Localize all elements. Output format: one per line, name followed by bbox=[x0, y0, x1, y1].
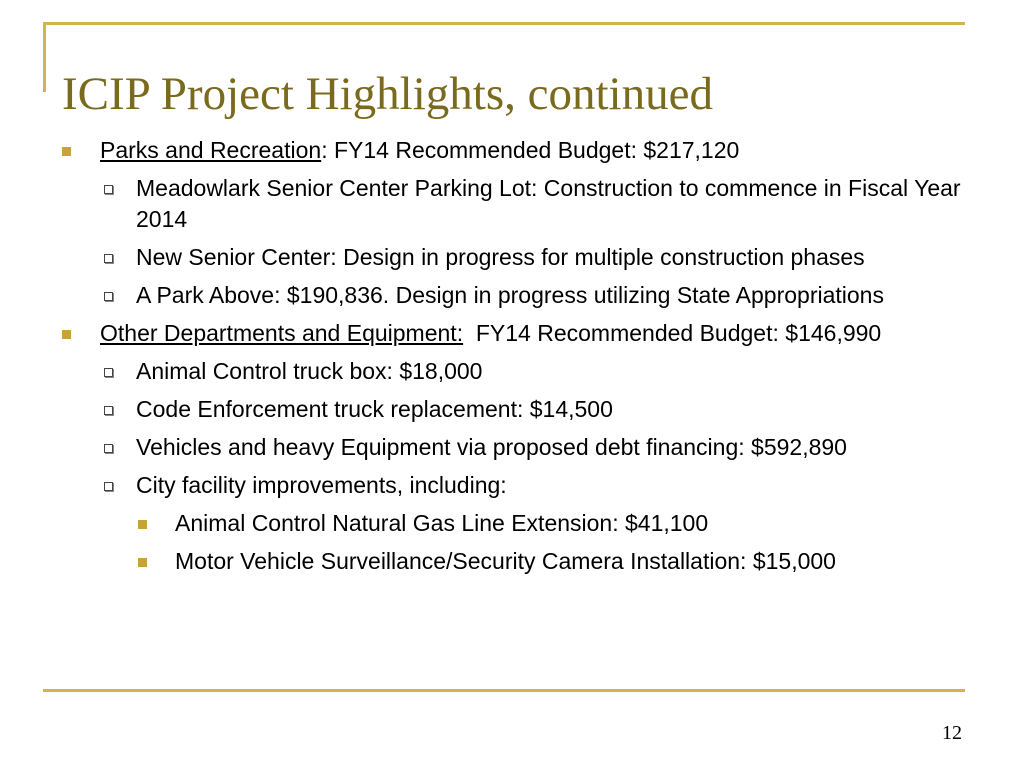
box-bullet-icon bbox=[104, 368, 113, 377]
box-bullet-icon bbox=[104, 254, 113, 263]
slide-title: ICIP Project Highlights, continued bbox=[62, 68, 713, 120]
box-bullet-icon bbox=[104, 292, 113, 301]
sub-list-item-text: Motor Vehicle Surveillance/Security Camera Installation: $15,000 bbox=[175, 548, 836, 574]
list-item-text: New Senior Center: Design in progress for multiple construction phases bbox=[136, 244, 865, 270]
square-bullet-icon bbox=[138, 520, 147, 529]
section-parks bbox=[62, 135, 962, 166]
square-bullet-icon bbox=[138, 558, 147, 567]
section-heading: Parks and Recreation bbox=[100, 137, 322, 163]
list-item bbox=[62, 173, 962, 235]
list-item bbox=[62, 394, 962, 425]
box-bullet-icon bbox=[104, 185, 113, 194]
list-item bbox=[62, 280, 962, 311]
list-item bbox=[62, 470, 962, 501]
list-item bbox=[62, 356, 962, 387]
box-bullet-icon bbox=[104, 444, 113, 453]
frame-top-line bbox=[43, 22, 965, 25]
frame-left-line bbox=[43, 22, 46, 92]
list-item-text: Code Enforcement truck replacement: $14,500 bbox=[136, 396, 613, 422]
sub-list-item bbox=[62, 508, 962, 539]
list-item-text: Meadowlark Senior Center Parking Lot: Construction to commence in Fiscal Year 2014 bbox=[136, 175, 961, 232]
square-bullet-icon bbox=[62, 330, 71, 339]
box-bullet-icon bbox=[104, 406, 113, 415]
section-heading-rest: : FY14 Recommended Budget: $217,120 bbox=[321, 137, 740, 163]
list-item-text: Animal Control truck box: $18,000 bbox=[136, 358, 483, 384]
page-number: 12 bbox=[942, 722, 962, 744]
sub-list-item-text: Animal Control Natural Gas Line Extension: $41,100 bbox=[175, 510, 709, 536]
list-item-text: City facility improvements, including: bbox=[136, 472, 507, 498]
list-item bbox=[62, 242, 962, 273]
slide-content bbox=[62, 135, 962, 584]
list-item-text: Vehicles and heavy Equipment via proposed debt financing: $592,890 bbox=[136, 434, 847, 460]
list-item bbox=[62, 432, 962, 463]
list-item-text: A Park Above: $190,836. Design in progress utilizing State Appropriations bbox=[136, 282, 884, 308]
section-other-departments bbox=[62, 318, 962, 349]
square-bullet-icon bbox=[62, 147, 71, 156]
box-bullet-icon bbox=[104, 482, 113, 491]
section-heading-rest: FY14 Recommended Budget: $146,990 bbox=[463, 320, 882, 346]
frame-bottom-line bbox=[43, 689, 965, 692]
section-heading: Other Departments and Equipment: bbox=[100, 320, 464, 346]
sub-list-item bbox=[62, 546, 962, 577]
